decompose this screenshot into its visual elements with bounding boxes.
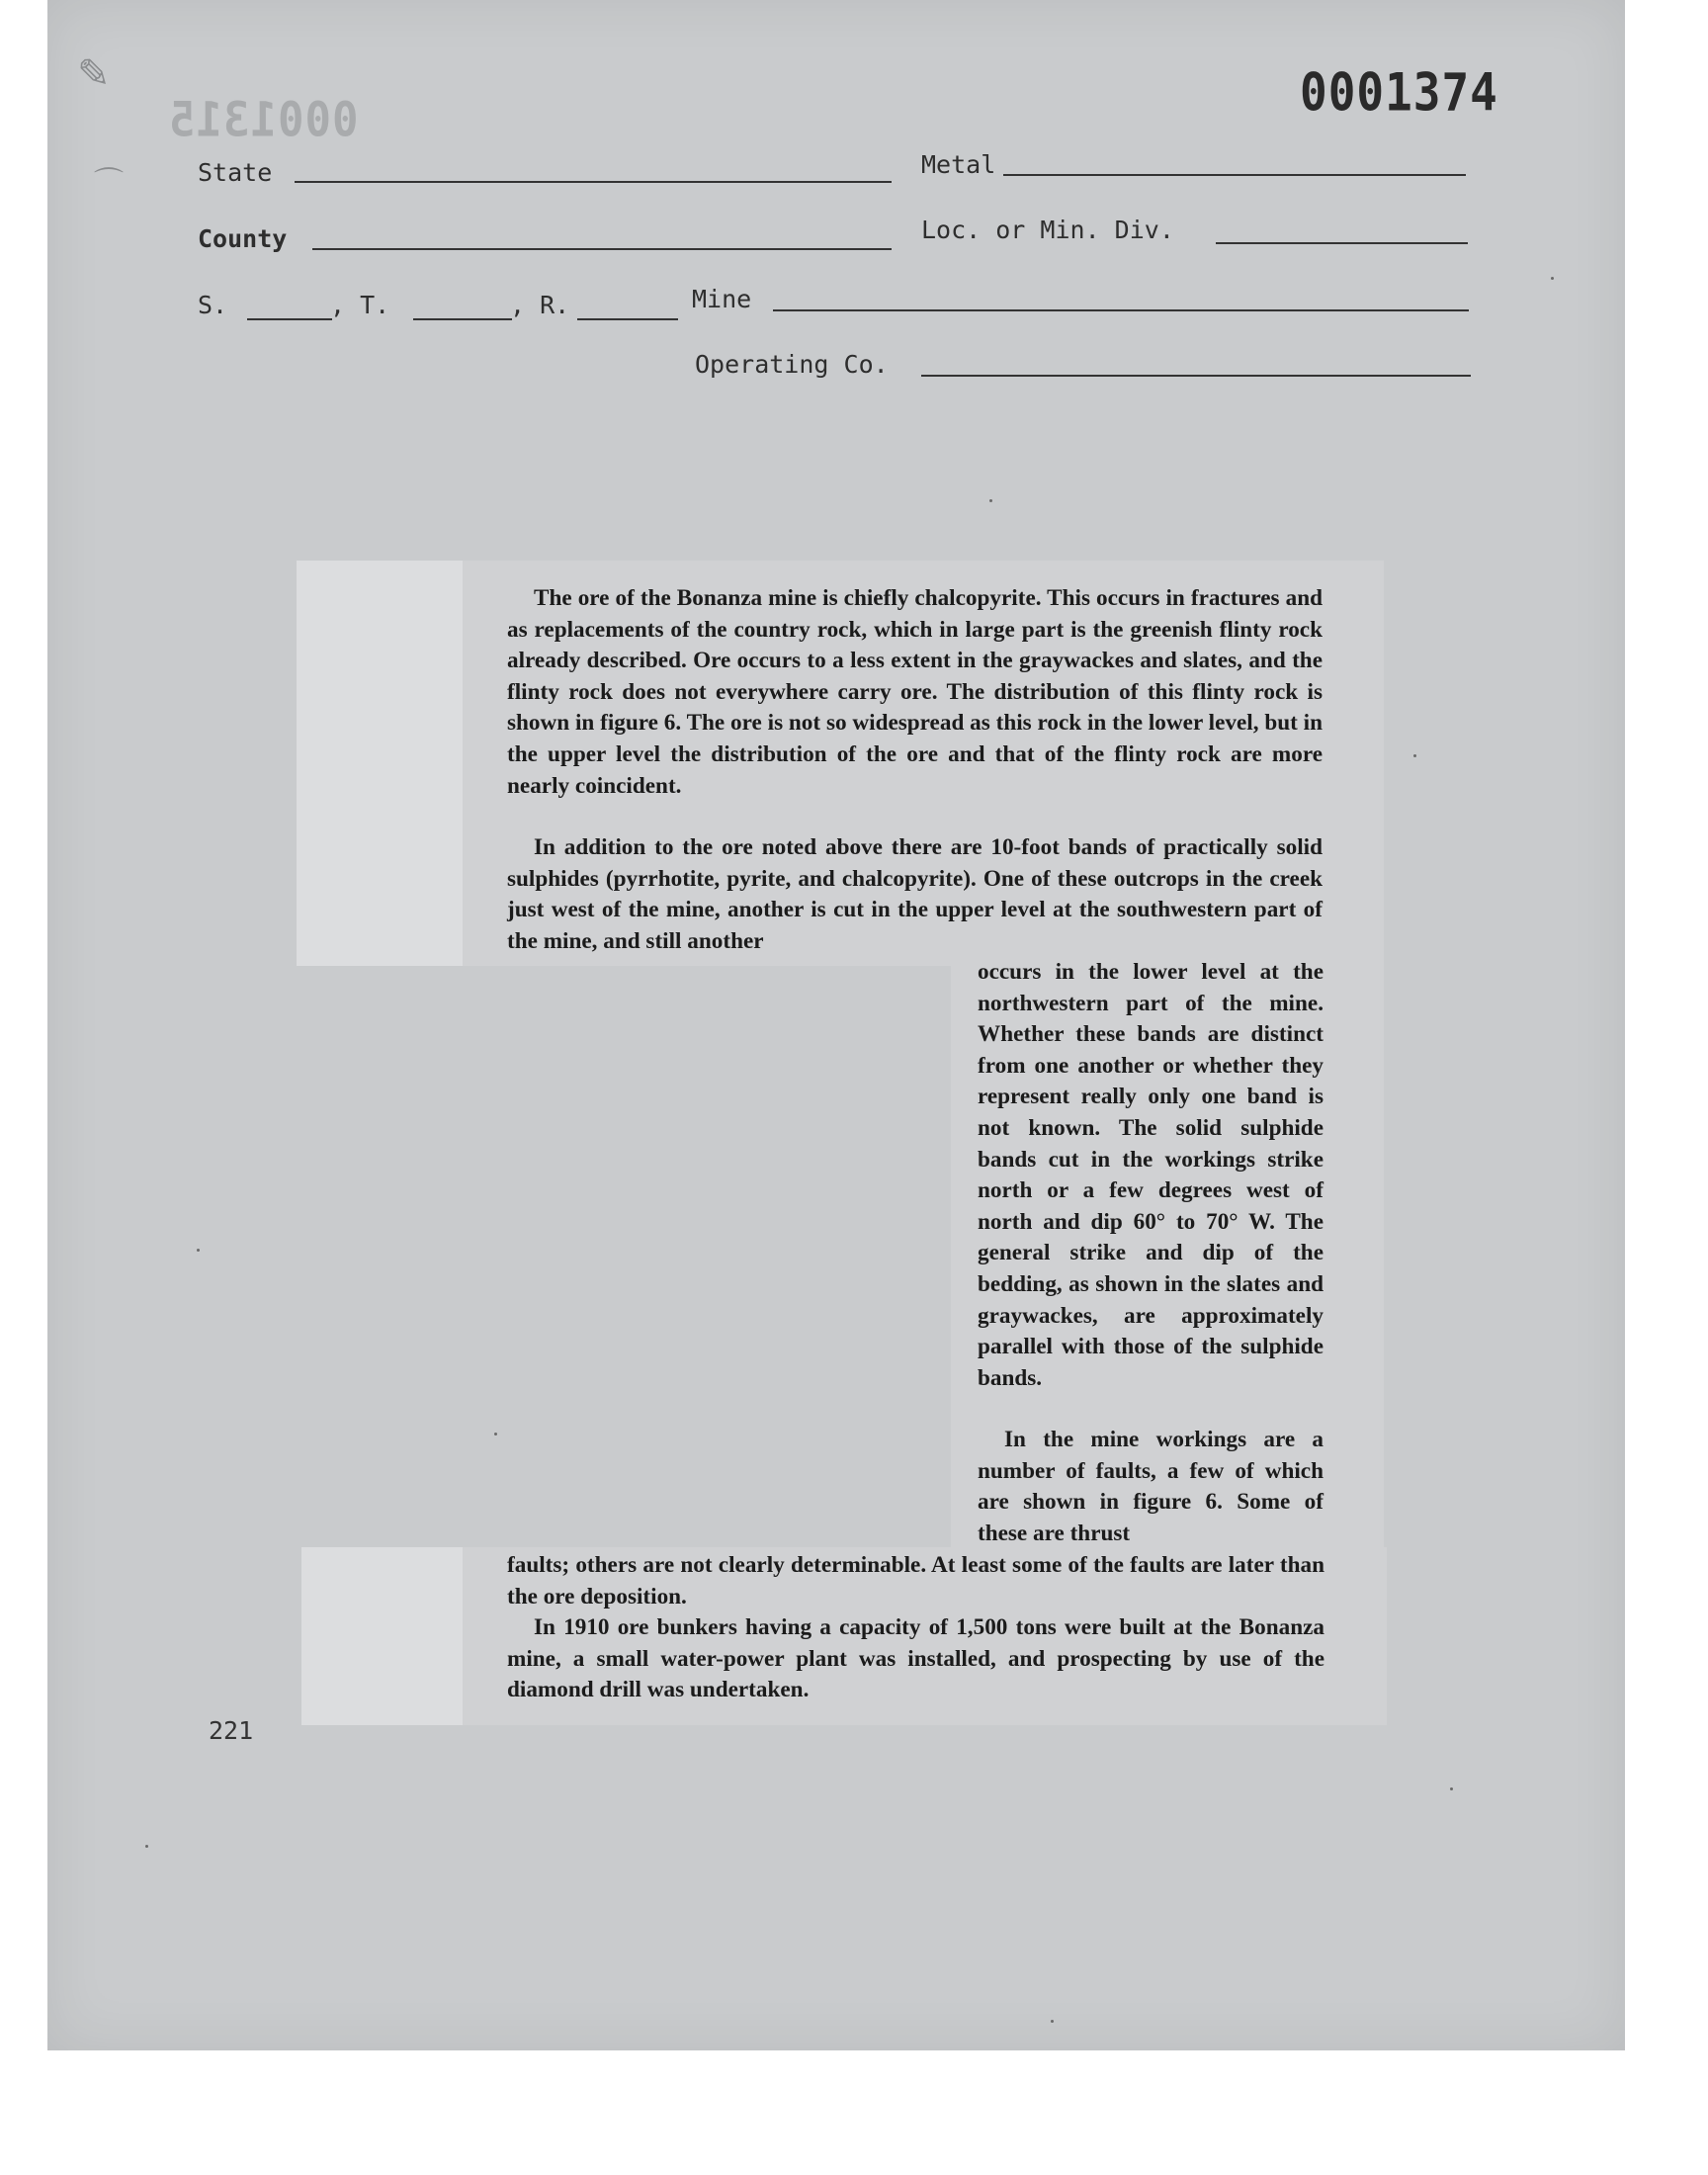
clipping-paragraph-bunkers: In 1910 ore bunkers having a capacity of 1,500 tons were built at the Bonanza mine, a small water-power plant was installed, and prospecting by use of the diamond drill was undertaken. — [507, 1614, 1324, 1703]
mine-label: Mine — [692, 285, 752, 313]
location-field-line — [1216, 242, 1468, 244]
section-label: S. — [198, 291, 228, 319]
county-label: County — [198, 224, 288, 253]
mine-field-line — [773, 309, 1469, 311]
speck — [494, 1433, 497, 1436]
speck — [145, 1845, 148, 1848]
location-label: Loc. or Min. Div. — [921, 216, 1174, 244]
smudge-mark: ⌒ — [94, 166, 124, 201]
speck — [1051, 2020, 1054, 2023]
speck — [989, 499, 992, 502]
operating-co-field-line — [921, 375, 1471, 377]
township-label: , T. — [330, 291, 390, 319]
document-number: 0001374 — [1300, 60, 1498, 124]
state-label: State — [198, 158, 273, 187]
metal-label: Metal — [921, 150, 996, 179]
operating-co-label: Operating Co. — [695, 350, 889, 379]
metal-field-line — [1003, 174, 1466, 176]
clipping-paragraph-bands-continued: occurs in the lower level at the northwestern part of the mine. Whether these bands are distinct from one another or whether they represent really only one band is not known. The solid sulphide bands cut in the workings strike north or a few degrees west of north and dip 60° to 70° W. The general strike and dip of the bedding, as shown in the slates and graywackes, are approximately parallel with those of the sulphide bands. — [978, 959, 1324, 1391]
clipping-paragraph-bands: In addition to the ore noted above there are 10-foot bands of practically solid sulphides (pyrrhotite, pyrite, and chalcopyrite). One of these outcrops in the creek just west of the mine, another is cut in the upper level at the southwestern part of the mine, and still another — [507, 834, 1323, 954]
range-field-line — [577, 318, 678, 320]
clipping-paragraph-ore: The ore of the Bonanza mine is chiefly chalcopyrite. This occurs in fractures and as replacements of the country rock, which in large part is the greenish flinty rock already described. Ore occurs to a less extent in the graywackes and slates, and the flinty rock does not everywhere carry ore. The distribution of this flinty rock is shown in figure 6. The ore is not so widespread as this rock in the lower level, but in the upper level the distribution of the ore and that of the flinty rock are more nearly coincident. — [507, 585, 1323, 799]
document-sheet — [47, 0, 1625, 2050]
speck — [1413, 754, 1416, 757]
clipping-paragraph-faults: In the mine workings are a number of faults, a few of which are shown in figure 6. Some of these are thrust — [978, 1427, 1324, 1546]
clipping-margin-strip — [297, 561, 463, 966]
handwritten-mark: ✎ — [77, 51, 111, 97]
range-label: , R. — [510, 291, 570, 319]
speck — [1450, 1787, 1453, 1790]
page-number: 221 — [209, 1716, 254, 1745]
speck — [1551, 277, 1554, 280]
speck — [197, 1249, 200, 1252]
section-field-line — [247, 318, 332, 320]
mirrored-document-number: 0001315 — [168, 92, 359, 148]
township-field-line — [413, 318, 512, 320]
clipping-paragraph-faults-continued: faults; others are not clearly determinable. At least some of the faults are later than the ore deposition. — [507, 1552, 1324, 1610]
county-field-line — [312, 248, 892, 250]
clipping-margin-strip — [301, 1547, 463, 1725]
state-field-line — [295, 181, 892, 183]
